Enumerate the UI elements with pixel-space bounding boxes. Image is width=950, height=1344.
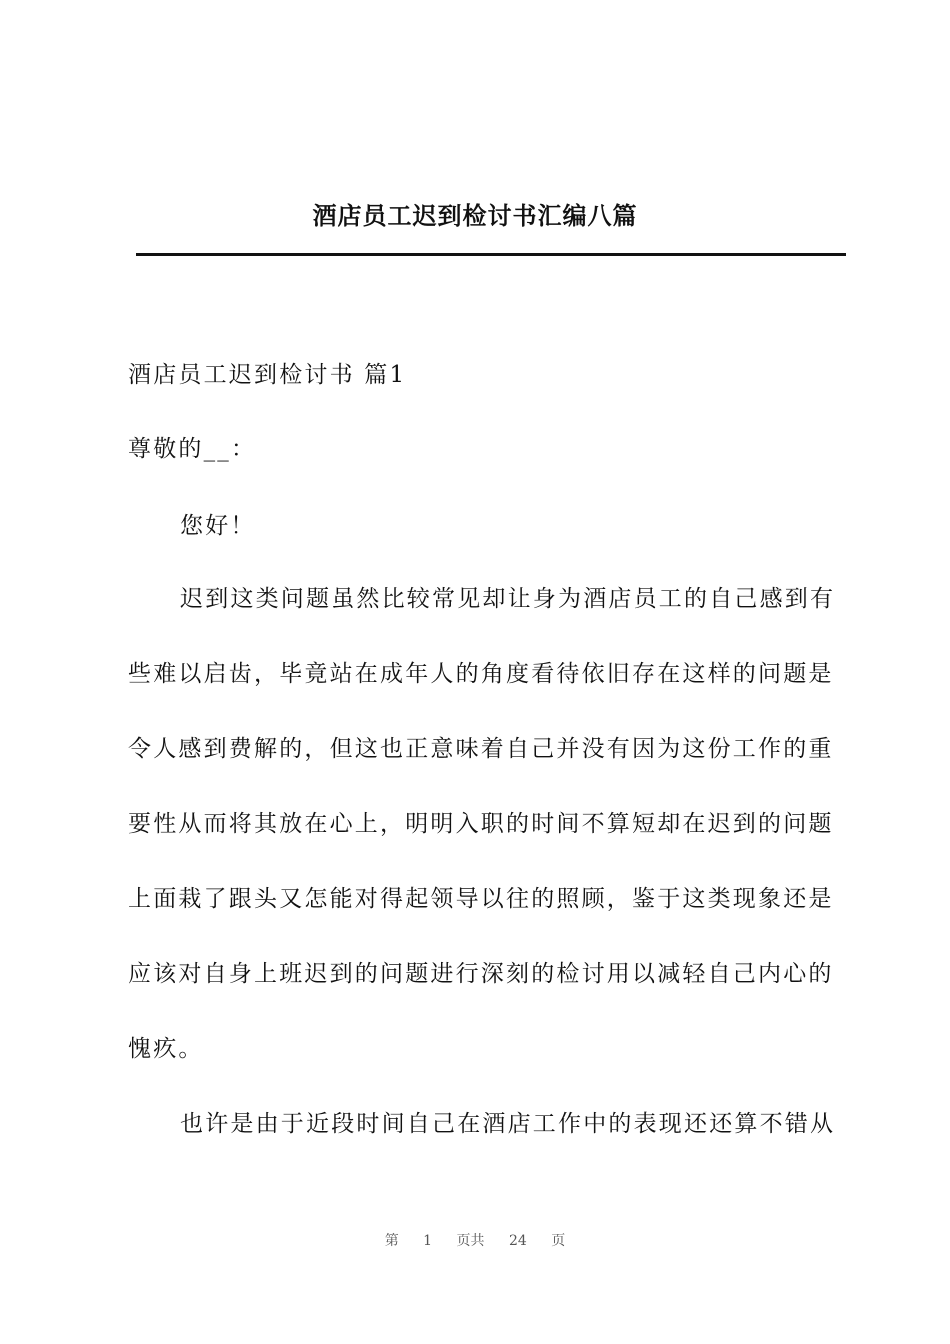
paragraph1-line: 应该对自身上班迟到的问题进行深刻的检讨用以减轻自己内心的 — [128, 961, 834, 987]
page-total: 24 — [509, 1233, 527, 1249]
paragraph1-line: 上面栽了跟头又怎能对得起领导以往的照顾，鉴于这类现象还是 — [128, 886, 834, 912]
footer-prefix: 第 — [384, 1233, 399, 1249]
footer-mid: 页共 — [456, 1233, 485, 1249]
salutation: 尊敬的__： — [128, 436, 257, 462]
paragraph1-line: 要性从而将其放在心上，明明入职的时间不算短却在迟到的问题 — [128, 811, 834, 837]
paragraph1-line: 令人感到费解的，但这也正意味着自己并没有因为这份工作的重 — [128, 736, 834, 762]
paragraph1-line: 愧疚。 — [128, 1036, 204, 1062]
section-heading: 酒店员工迟到检讨书 篇1 — [128, 362, 407, 388]
paragraph1-line: 些难以启齿，毕竟站在成年人的角度看待依旧存在这样的问题是 — [128, 661, 834, 687]
title-divider — [136, 253, 846, 256]
footer-suffix: 页 — [551, 1233, 566, 1249]
page-number: 1 — [423, 1233, 433, 1249]
document-title: 酒店员工迟到检讨书汇编八篇 — [312, 201, 638, 230]
page-footer — [0, 1230, 950, 1250]
paragraph1-line: 迟到这类问题虽然比较常见却让身为酒店员工的自己感到有 — [180, 586, 836, 612]
greeting: 您好！ — [180, 513, 256, 539]
paragraph2-line: 也许是由于近段时间自己在酒店工作中的表现还还算不错从 — [180, 1111, 836, 1137]
